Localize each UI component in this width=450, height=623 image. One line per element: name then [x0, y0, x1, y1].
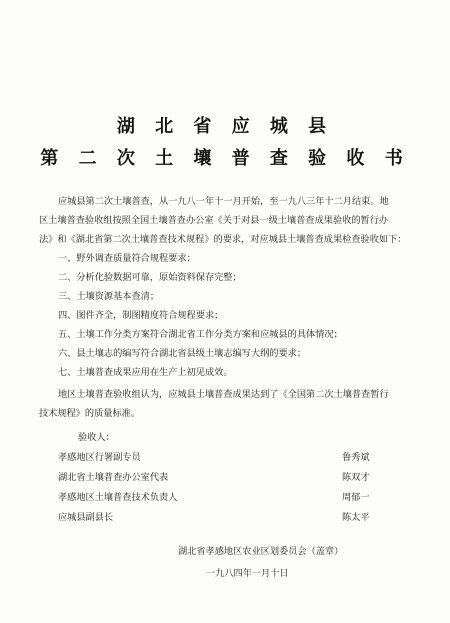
document-title-line1: 湖 北 省 应 城 县 — [116, 116, 334, 137]
issuer: 湖北省孝感地区农业区划委员会（盖章） — [178, 546, 344, 557]
signatory-role: 孝感地区行署副专员 — [58, 452, 141, 463]
signatory-name: 鲁秀斌 — [342, 452, 370, 463]
signatory-role: 孝感地区土壤普查技术负责人 — [58, 492, 178, 503]
document-title-line2: 第 二 次 土 壤 普 查 验 收 书 — [40, 148, 410, 169]
signatory-role: 湖北省土壤普查办公室代表 — [58, 472, 169, 483]
finding-item: 六、县土壤志的编写符合湖北省县级土壤志编写大纲的要求； — [58, 348, 307, 359]
intro-line: 区土壤普查验收组按照全国土壤普查办公室《关于对县一级土壤普查成果验收的暂行办 — [39, 215, 389, 226]
intro-line: 法》和《湖北省第二次土壤普查技术规程》的要求，对应城县土壤普查成果检查验收如下： — [39, 234, 407, 245]
conclusion-line: 地区土壤普查验收组认为，应城县土壤普查成果达到了《全国第二次土壤普查暂行 — [58, 389, 389, 400]
finding-item: 七、土壤普查成果应用在生产上初见成效。 — [58, 367, 233, 378]
issue-date: 一九八四年一月十日 — [206, 568, 289, 579]
finding-item: 五、土壤工作分类方案符合湖北省工作分类方案和应城县的具体情况； — [58, 329, 343, 340]
finding-item: 二、分析化验数据可靠，原始资料保存完整； — [58, 272, 242, 283]
finding-item: 三、土壤资源基本查清； — [58, 291, 160, 302]
signatory-name: 陈太平 — [342, 512, 370, 523]
intro-line: 应城县第二次土壤普查，从一九八一年十一月开始，至一九八三年十二月结束。地 — [58, 196, 389, 207]
finding-item: 四、图件齐全，制图精度符合规程要求； — [58, 310, 224, 321]
signatory-name: 陈双才 — [342, 472, 370, 483]
conclusion-line: 技术规程》的质量标准。 — [39, 408, 141, 419]
signatory-name: 周郁一 — [342, 492, 370, 503]
signatories-header: 验收人： — [78, 432, 115, 443]
signatory-role: 应城县副县长 — [58, 512, 114, 523]
finding-item: 一、野外调查质量符合规程要求； — [58, 253, 196, 264]
